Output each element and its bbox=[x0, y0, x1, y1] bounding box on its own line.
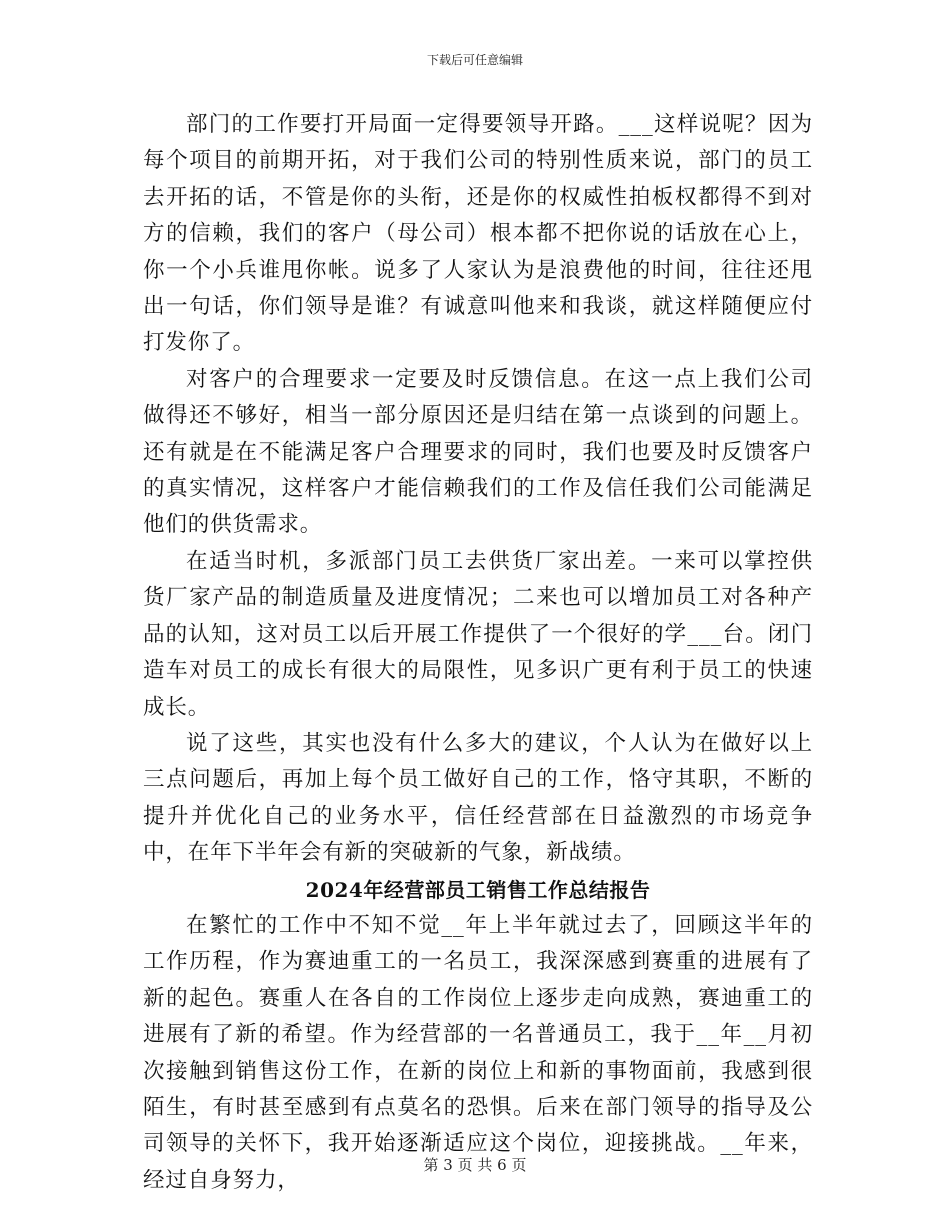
paragraph-business-trips: 在适当时机，多派部门员工去供货厂家出差。一来可以掌控供货厂家产品的制造质量及进度情况；二来也可以增加员工对各种产品的认知，这对员工以后开展工作提供了一个很好的学___台。闭门造车对员工的成长有很大的局限性，见多识广更有利于员工的快速成长。 bbox=[143, 548, 813, 720]
document-body bbox=[143, 107, 813, 1199]
page-number: 第 3 页 共 6 页 bbox=[423, 1156, 527, 1174]
paragraph-customer-feedback: 对客户的合理要求一定要及时反馈信息。在这一点上我们公司做得还不够好，相当一部分原因还是归结在第一点谈到的问题上。还有就是在不能满足客户合理要求的同时，我们也要及时反馈客户的真实情况，这样客户才能信赖我们的工作及信任我们公司能满足他们的供货需求。 bbox=[143, 366, 813, 538]
page-header: 下载后可任意编辑 bbox=[426, 53, 523, 67]
paragraph-report-intro: 在繁忙的工作中不知不觉__年上半年就过去了，回顾这半年的工作历程，作为赛迪重工的一名员工，我深深感到赛重的进展有了新的起色。赛重人在各自的工作岗位上逐步走向成熟，赛迪重工的进展有了新的希望。作为经营部的一名普通员工，我于__年__月初次接触到销售这份工作，在新的岗位上和新的事物面前，我感到很陌生，有时甚至感到有点莫名的恐惧。后来在部门领导的指导及公司领导的关怀下，我开始逐渐适应这个岗位，迎接挑战。__年来，经过自身努力， bbox=[143, 912, 813, 1193]
section-title: 2024年经营部员工销售工作总结报告 bbox=[305, 877, 651, 902]
paragraph-conclusion: 说了这些，其实也没有什么多大的建议，个人认为在做好以上三点问题后，再加上每个员工做好自己的工作，恪守其职，不断的提升并优化自己的业务水平，信任经营部在日益激烈的市场竞争中，在年下半年会有新的突破新的气象，新战绩。 bbox=[143, 730, 813, 866]
paragraph-leadership: 部门的工作要打开局面一定得要领导开路。___这样说呢？因为每个项目的前期开拓，对于我们公司的特别性质来说，部门的员工去开拓的话，不管是你的头衔，还是你的权威性拍板权都得不到对方的信赖，我们的客户（母公司）根本都不把你说的话放在心上，你一个小兵谁甩你帐。说多了人家认为是浪费他的时间，往往还甩出一句话，你们领导是谁？有诚意叫他来和我谈，就这样随便应付打发你了。 bbox=[143, 112, 813, 356]
